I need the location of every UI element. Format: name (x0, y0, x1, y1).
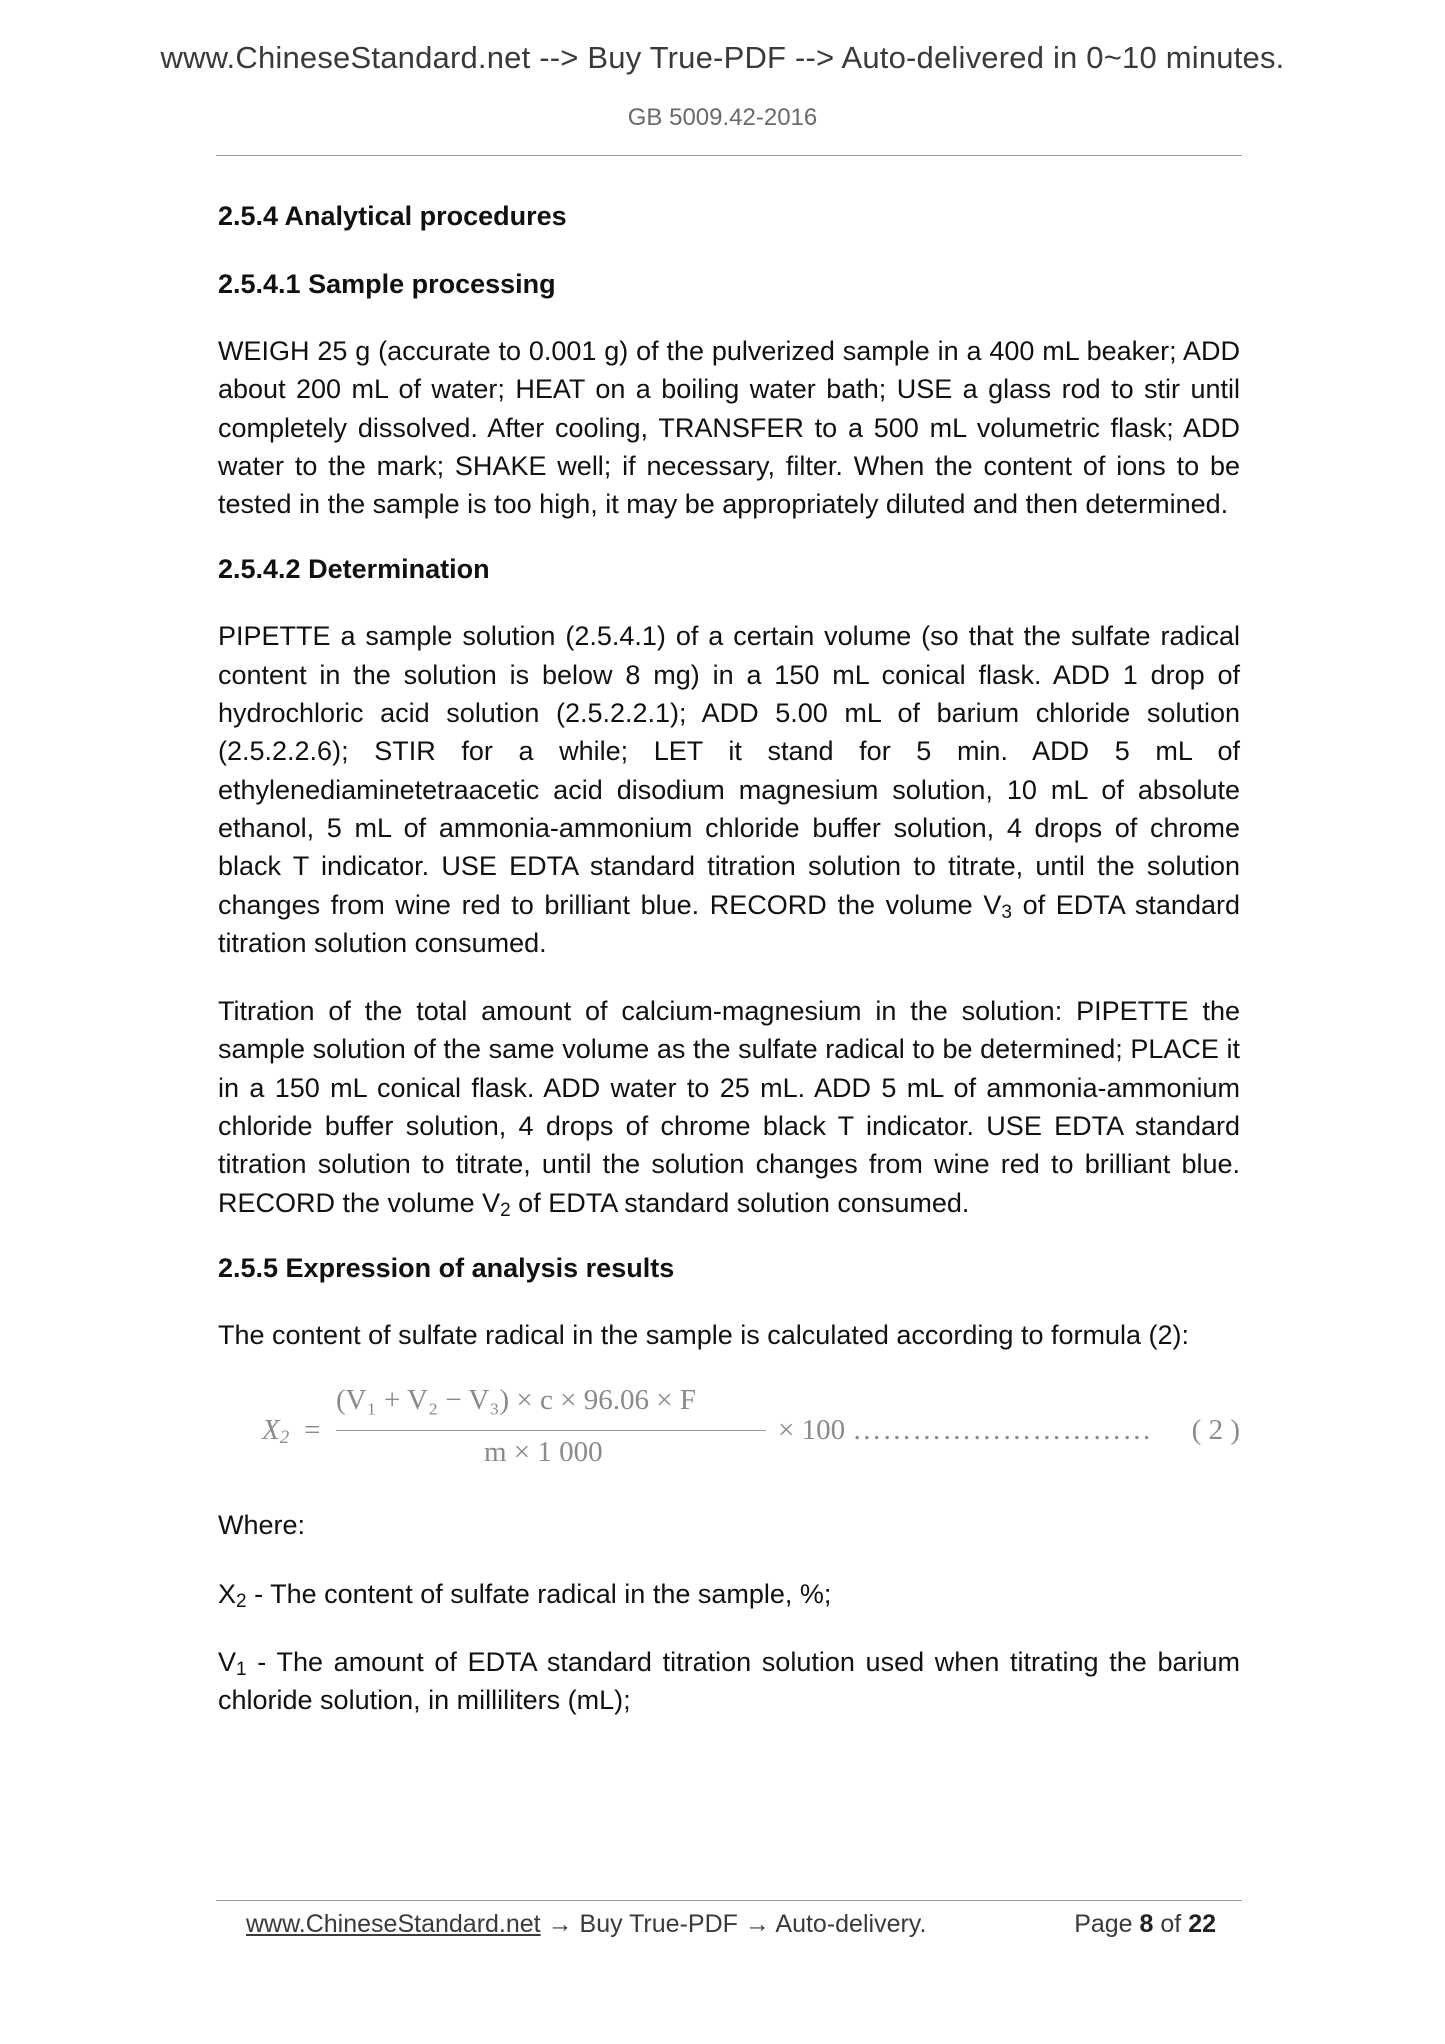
subscript: 3 (1001, 901, 1012, 923)
header-divider (216, 155, 1242, 156)
formula-fraction-bar (336, 1430, 766, 1431)
header-banner: www.ChineseStandard.net --> Buy True-PDF --> Auto-delivered in 0~10 minutes. (160, 40, 1285, 75)
formula-lhs (262, 1414, 289, 1447)
page-of: of (1153, 1910, 1189, 1938)
formula-denominator: m × 1 000 (484, 1436, 603, 1469)
definition-text: - The content of sulfate radical in the sample, %; (246, 1578, 832, 1609)
page-total: 22 (1188, 1910, 1216, 1938)
definition-x2 (218, 1575, 1240, 1613)
formula-leader-dots: ………………………… (852, 1414, 1153, 1447)
symbol: V (218, 1646, 237, 1677)
document-body (218, 196, 1240, 1749)
paragraph-where: Where: (218, 1510, 306, 1541)
definition-v1 (218, 1643, 1240, 1720)
subscript: 1 (236, 1658, 247, 1680)
heading-expression-of-results: 2.5.5 Expression of analysis results (218, 1252, 675, 1283)
formula-numerator: (V₁ + V₂ − V₃) × c × 96.06 × F (336, 1384, 696, 1417)
paragraph-determination-1 (218, 617, 1240, 962)
text: of EDTA standard titration solution consumed. (218, 889, 1240, 958)
subscript: 2 (236, 1590, 247, 1612)
formula-tail (778, 1414, 1152, 1447)
standard-number: GB 5009.42-2016 (627, 104, 818, 131)
heading-determination: 2.5.4.2 Determination (218, 554, 490, 585)
paragraph-expression: The content of sulfate radical in the sample is calculated according to formula (2): (218, 1319, 1189, 1350)
definition-text: - The amount of EDTA standard titration solution used when titrating the barium chloride solution, in milliliters (mL); (218, 1646, 1240, 1716)
symbol: X (218, 1578, 237, 1609)
formula-lhs-symbol: X (262, 1414, 280, 1447)
formula-2 (218, 1384, 1240, 1480)
paragraph-determination-2 (218, 992, 1240, 1222)
text: Titration of the total amount of calcium-magnesium in the solution: PIPETTE the sample solution of the same volume as the sulfate radical to be determined; PLACE it in a 150 mL conical flask. ADD water to 25 mL. ADD 5 mL of ammonia-ammonium chloride buffer solution, 4 drops of chrome black T indicator. USE EDTA standard titration solution to titrate, until the solution changes from wine red to brilliant blue. RECORD the volume V (218, 996, 1240, 1218)
subscript: 2 (500, 1199, 511, 1221)
formula-equals: = (304, 1414, 321, 1447)
formula-multiplier: × 100 (778, 1414, 846, 1447)
formula-lhs-subscript: 2 (279, 1427, 290, 1449)
footer-divider (216, 1900, 1242, 1901)
paragraph-sample-processing: WEIGH 25 g (accurate to 0.001 g) of the pulverized sample in a 400 mL beaker; ADD about 200 mL of water; HEAT on a boiling water bath; USE a glass rod to stir until completely dissolved. After cooling, TRANSFER to a 500 mL volumetric flask; ADD water to the mark; SHAKE well; if necessary, filter. When the content of ions to be tested in the sample is too high, it may be appropriately diluted and then determined. (218, 336, 1240, 520)
text: of EDTA standard solution consumed. (510, 1187, 970, 1218)
page-current: 8 (1139, 1910, 1154, 1938)
page-label: Page (1074, 1910, 1140, 1938)
footer-link[interactable]: www.ChineseStandard.net (246, 1910, 541, 1938)
formula-number: ( 2 ) (1191, 1414, 1240, 1447)
heading-analytical-procedures: 2.5.4 Analytical procedures (218, 201, 567, 231)
heading-sample-processing: 2.5.4.1 Sample processing (218, 269, 556, 299)
footer-text: → Buy True-PDF → Auto-delivery. (540, 1910, 927, 1938)
footer (246, 1910, 1216, 1939)
page-indicator (1074, 1910, 1216, 1939)
text: PIPETTE a sample solution (2.5.4.1) of a certain volume (so that the sulfate radical content in the solution is below 8 mg) in a 150 mL conical flask. ADD 1 drop of hydrochloric acid solution (2.5.2.2.1); ADD 5.00 mL of barium chloride solution (2.5.2.2.6); STIR for a while; LET it stand for 5 min. ADD 5 mL of ethylenediaminetetraacetic acid disodium magnesium solution, 10 mL of absolute ethanol, 5 mL of ammonia-ammonium chloride buffer solution, 4 drops of chrome black T indicator. USE EDTA standard titration solution to titrate, until the solution changes from wine red to brilliant blue. RECORD the volume V (218, 621, 1240, 920)
